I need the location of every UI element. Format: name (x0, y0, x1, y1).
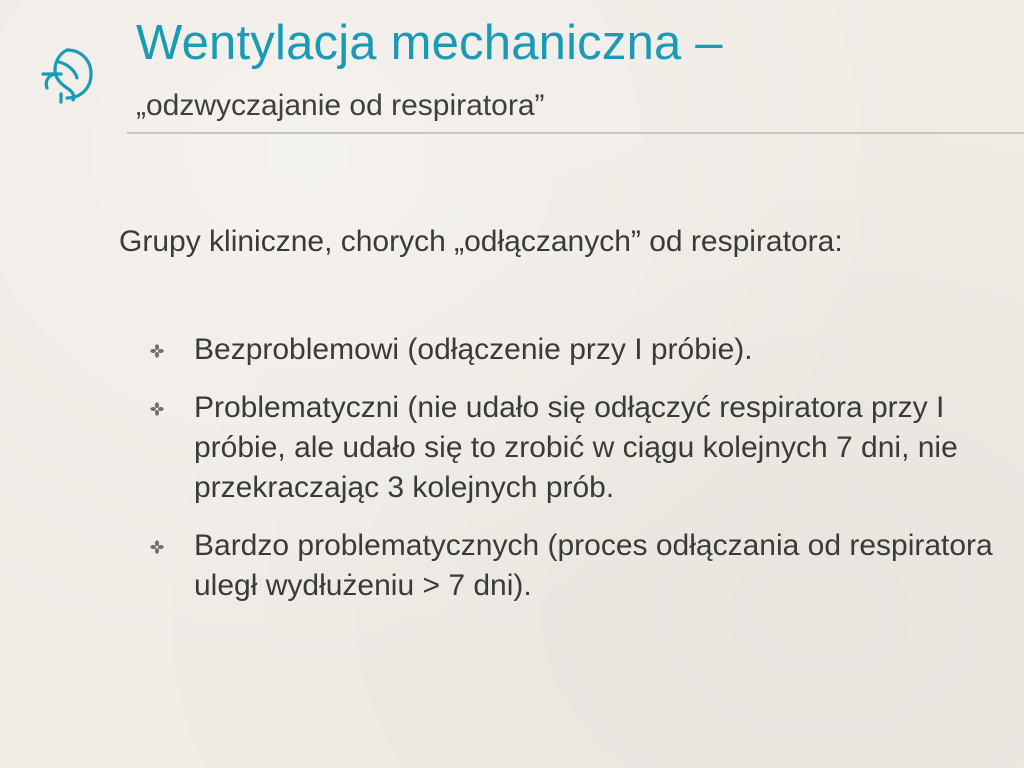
four-petal-flower-icon (150, 344, 164, 358)
ornament-logo-icon (37, 44, 97, 104)
bullet-item (150, 330, 1000, 370)
four-petal-flower-icon (150, 402, 164, 416)
bullet-item (150, 526, 1000, 606)
bullet-text: Bardzo problematycznych (proces odłączania od respiratora uległ wydłużeniu > 7 dni). (194, 529, 993, 602)
title-divider (127, 132, 1024, 134)
bullet-text: Problematyczni (nie udało się odłączyć respiratora przy I próbie, ale udało się to zrobić w ciągu kolejnych 7 dni, nie przekraczając 3 kolejnych prób. (194, 391, 958, 504)
slide-title: Wentylacja mechaniczna – (136, 16, 723, 70)
bullet-text: Bezproblemowi (odłączenie przy I próbie). (194, 333, 753, 366)
slide-subtitle: „odzwyczajanie od respiratora” (136, 89, 545, 122)
bullet-item (150, 388, 1000, 508)
four-petal-flower-icon (150, 540, 164, 554)
bullet-list (150, 330, 1000, 624)
intro-text: Grupy kliniczne, chorych „odłączanych” od respiratora: (119, 225, 843, 258)
